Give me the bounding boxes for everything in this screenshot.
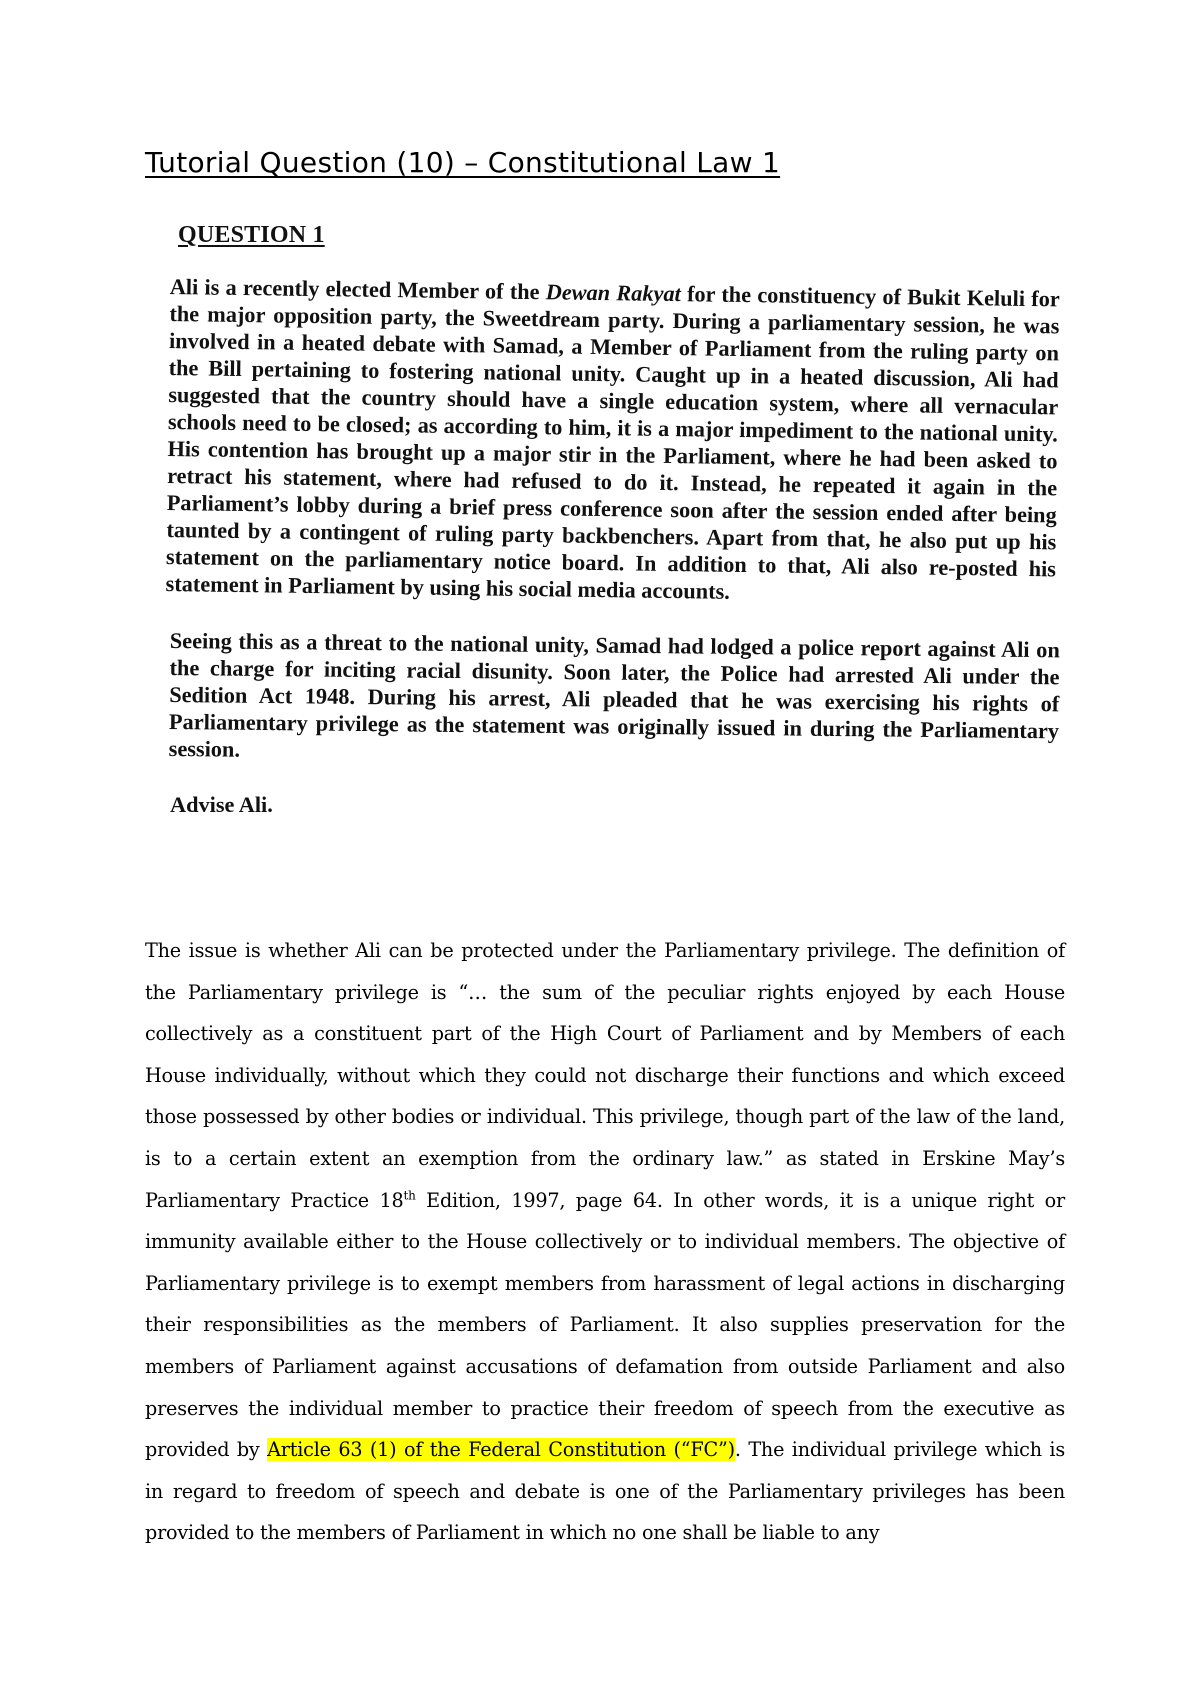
question-paragraph-1 bbox=[165, 273, 1059, 609]
document-title: Tutorial Question (10) – Constitutional Law 1 bbox=[145, 146, 781, 179]
question-heading: QUESTION 1 bbox=[178, 222, 325, 248]
answer-text-1: The issue is whether Ali can be protected under the Parliamentary privilege. The definition of the Parliamentary privilege is “… the sum of the peculiar rights enjoyed by each House collectively as a constituent part of the High Court of Parliament and by Members of each House individually, without which they could not discharge their functions and which exceed those possessed by other bodies or individual. This privilege, though part of the law of the land, is to a certain extent an exemption from the ordinary law.” as stated in Erskine May’s Parliamentary Practice 18 bbox=[145, 939, 1065, 1212]
question-paragraph-1-rest: for the constituency of Bukit Keluli for the major opposition party, the Sweetdream party. During a parliamentary session, he was involved in a heated debate with Samad, a Member of Parliament from the ruling party on the Bill pertaining to fostering national unity. Caught up in a heated discussion, Ali had suggested that the country should have a single education system, where all vernacular schools need to be closed; as according to him, it is a major impediment to the national unity. His contention has brought up a major stir in the Parliament, where he had been asked to retract his statement, where had refused to do it. Instead, he repeated it again in the Parliament’s lobby during a brief press conference soon after the session ended after being taunted by a contingent of ruling party backbenchers. Apart from that, he also put up his statement on the parliamentary notice board. In addition to that, Ali also re-posted his statement in Parliament by using his social media accounts. bbox=[165, 281, 1060, 604]
question-paragraph-2: Seeing this as a threat to the national unity, Samad had lodged a police report against Ali on the charge for inciting racial disunity. Soon later, the Police had arrested Ali under the Sedition Act 1948. During his arrest, Ali pleaded that he was exercising his rights of Parliamentary privilege as the statement was originally issued in during the Parliamentary session. bbox=[168, 627, 1060, 762]
question-paragraph-1-start: Ali is a recently elected Member of the bbox=[169, 273, 546, 305]
scanned-question-image bbox=[165, 222, 1060, 818]
answer-paragraph bbox=[145, 930, 1065, 1554]
answer-text-2: Edition, 1997, page 64. In other words, it is a unique right or immunity available either to the House collectively or to individual members. The objective of Parliamentary privilege is to exempt members from harassment of legal actions in discharging their responsibilities as the members of Parliament. It also supplies preservation for the members of Parliament against accusations of defamation from outside Parliament and also preserves the individual member to practice their freedom of speech from the executive as provided by bbox=[145, 1188, 1065, 1462]
ordinal-superscript: th bbox=[403, 1188, 416, 1203]
dewan-rakyat-italic: Dewan Rakyat bbox=[545, 279, 681, 307]
advise-line: Advise Ali. bbox=[170, 792, 273, 817]
highlighted-citation: Article 63 (1) of the Federal Constitution (“FC”) bbox=[267, 1438, 735, 1462]
answer-text-3: . The individual privilege which is in regard to freedom of speech and debate is one of the Parliamentary privileges has been provided to the members of Parliament in which no one shall be liable to any bbox=[145, 1438, 1065, 1545]
